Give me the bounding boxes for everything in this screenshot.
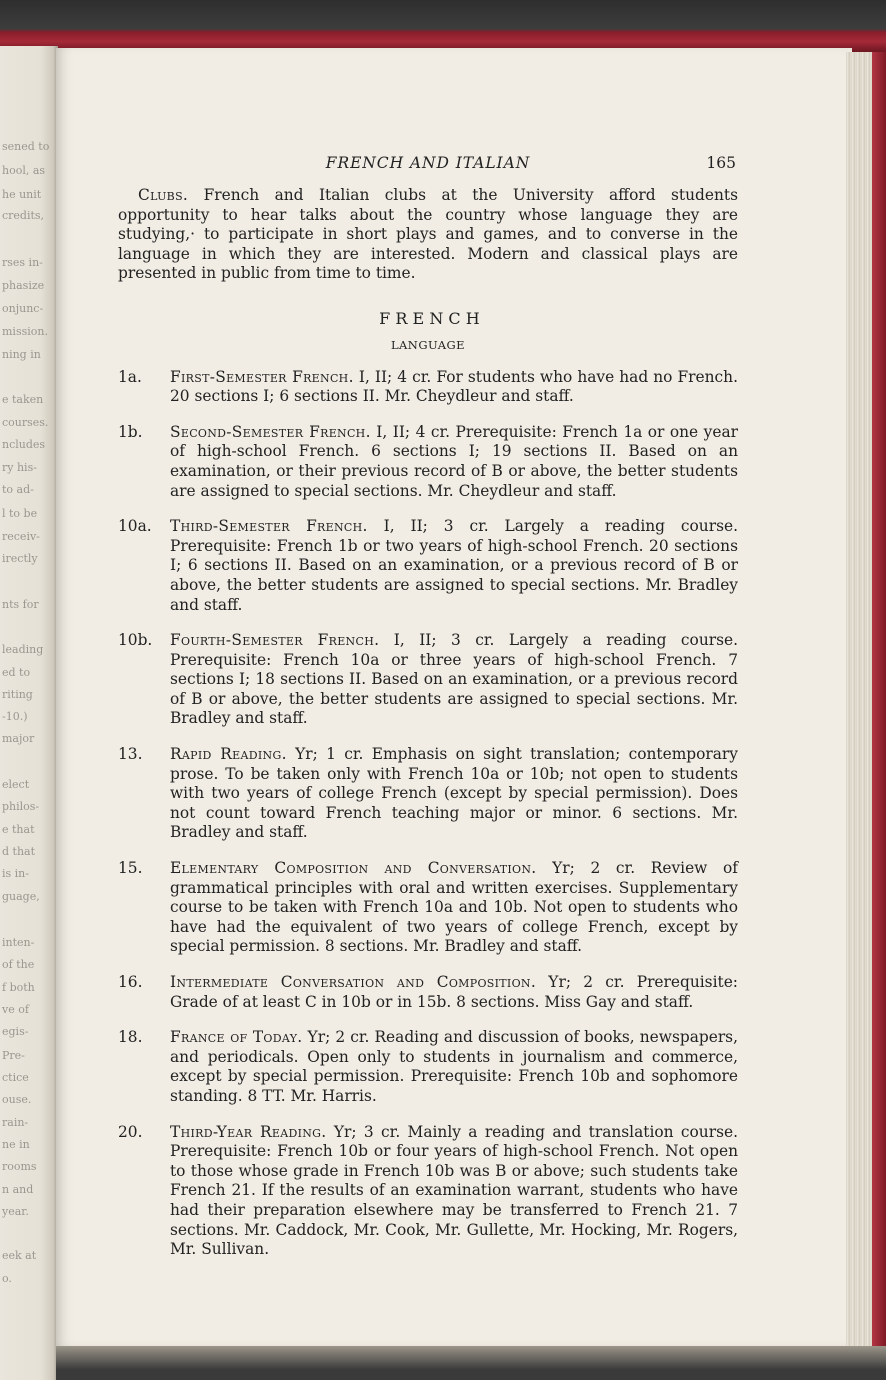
course-description (170, 973, 738, 1012)
running-title: FRENCH AND ITALIAN (325, 154, 531, 172)
course-number: 18. (118, 1028, 143, 1047)
facing-page-text-fragment: is in- (2, 867, 29, 880)
facing-page-text-fragment: ning in (2, 348, 41, 361)
course-description (170, 423, 738, 501)
course-title: Elementary Composition and Conversation. (170, 859, 537, 878)
course-number: 16. (118, 973, 143, 991)
course-details: I, II; 4 cr. Prerequisite: French 1a or one year of high-school French. 6 sections I; 19 sections II. Based on an examination, or their previous record of B or above, the better students are assigned to special sections. Mr. Cheydleur and staff. (170, 422, 738, 500)
course-number: 15. (118, 859, 143, 878)
course-number: 1b. (118, 422, 143, 441)
course-description (170, 859, 738, 957)
course-details: Yr; 2 cr. Prerequisite: Grade of at least C in 10b or in 15b. 8 sections. Miss Gay and staff. (170, 973, 738, 1011)
facing-page-text-fragment: ed to (2, 666, 31, 679)
facing-page-text-fragment: irectly (2, 552, 38, 565)
facing-page-text-fragment: ve of (2, 1003, 29, 1016)
facing-page-text-fragment: he unit (2, 188, 42, 201)
course-entry (118, 1028, 738, 1106)
facing-page-text-fragment: rses in- (2, 256, 43, 269)
course-description (170, 517, 738, 615)
course-list (118, 368, 738, 1260)
course-entry (118, 423, 738, 501)
facing-page-text-fragment: credits, (2, 209, 45, 222)
course-entry (118, 859, 738, 957)
course-details: I, II; 3 cr. Largely a reading course. Prerequisite: French 1b or two years of high-school French. 20 sections I; 6 sections II. Based on an examination, or a previous record of B or above, the better students are assigned to special sections. Mr. Bradley and staff. (170, 517, 738, 614)
course-title: Fourth-Semester French. (170, 631, 380, 650)
intro-lead: Clubs. (138, 186, 189, 204)
course-number: 10b. (118, 631, 153, 650)
facing-page-text-fragment: phasize (2, 279, 45, 292)
page-shadow (56, 1346, 886, 1380)
facing-page-text-fragment: ncludes (2, 438, 46, 451)
facing-page-text-fragment: d that (2, 845, 36, 858)
running-head (118, 154, 738, 178)
course-details: Yr; 1 cr. Emphasis on sight translation; contemporary prose. To be taken only with French 10a or 10b; not open to students with two years of college French (except by special permission). Does not count toward French teaching major or minor. 6 sections. Mr. Bradley and staff. (170, 745, 738, 842)
facing-page-text-fragment: leading (2, 643, 44, 656)
facing-page-text-fragment: mission. (2, 325, 48, 338)
course-description (170, 745, 738, 843)
facing-page-text-fragment: year. (2, 1205, 29, 1218)
facing-page-text-fragment: courses. (2, 416, 49, 429)
facing-page-text-fragment: riting (2, 688, 33, 701)
facing-page-text-fragment: ouse. (2, 1093, 32, 1106)
facing-page-text-fragment: Pre- (2, 1049, 25, 1062)
facing-page-text-fragment: e that (2, 823, 35, 836)
facing-page-text-fragment: egis- (2, 1025, 29, 1038)
facing-page-text-fragment: hool, as (2, 164, 46, 177)
facing-page-text-fragment: receiv- (2, 530, 40, 543)
facing-page-text-fragment: rooms (2, 1160, 37, 1173)
course-entry (118, 745, 738, 843)
course-title: France of Today. (170, 1028, 303, 1047)
facing-page-edge (0, 46, 58, 1380)
facing-page-text-fragment: ry his- (2, 461, 37, 474)
course-entry (118, 517, 738, 615)
facing-page-text-fragment: sened to (2, 140, 50, 153)
facing-page-text-fragment: e taken (2, 393, 44, 406)
facing-page-text-fragment: nts for (2, 598, 39, 611)
facing-page-text-fragment: -10.) (2, 710, 28, 723)
course-description (170, 368, 738, 407)
course-description (170, 631, 738, 729)
course-entry (118, 631, 738, 729)
intro-text: French and Italian clubs at the University afford students opportunity to hear talks about the country whose language they are studying,· to participate in short plays and games, and to converse in the language in which they are interested. Modern and classical plays are presented in public from time to time. (118, 186, 738, 283)
facing-page-text-fragment: n and (2, 1183, 34, 1196)
course-number: 20. (118, 1122, 143, 1141)
intro-paragraph (118, 186, 738, 284)
course-title: Rapid Reading. (170, 745, 287, 764)
facing-page-text-fragment: l to be (2, 507, 38, 520)
facing-page-text-fragment: rain- (2, 1116, 29, 1129)
course-details: I, II; 3 cr. Largely a reading course. Prerequisite: French 10a or three years of high-school French. 7 sections I; 18 sections II. Based on an examination, or a previous record of B or above, the better students are assigned to special sections. Mr. Bradley and staff. (170, 631, 738, 728)
course-number: 1a. (118, 367, 142, 386)
page-number: 165 (706, 154, 736, 172)
facing-page-text-fragment: o. (2, 1272, 12, 1285)
course-number: 13. (118, 745, 143, 764)
page-content (118, 154, 738, 1276)
facing-page-text-fragment: philos- (2, 800, 40, 813)
facing-page-text-fragment: ctice (2, 1071, 29, 1084)
course-entry (118, 1123, 738, 1260)
course-title: First-Semester French. (170, 367, 354, 386)
facing-page-text-fragment: inten- (2, 936, 35, 949)
section-heading: FRENCH (379, 308, 485, 328)
red-page-edge (872, 52, 886, 1380)
facing-page-text-fragment: guage, (2, 890, 40, 903)
course-title: Second-Semester French. (170, 422, 371, 441)
book-binding-top (0, 0, 886, 52)
course-details: Yr; 2 cr. Review of grammatical principles with oral and written exercises. Supplementary course to be taken with French 10a and 10b. Not open to students who have had the equivalent of two years of college French, except by special permission. 8 sections. Mr. Bradley and staff. (170, 859, 738, 956)
course-title: Third-Year Reading. (170, 1122, 327, 1141)
course-title: Third-Semester French. (170, 517, 368, 536)
course-entry (118, 368, 738, 407)
facing-page-text-fragment: f both (2, 981, 35, 994)
course-number: 10a. (118, 517, 152, 536)
course-details: I, II; 4 cr. For students who have had no French. 20 sections I; 6 sections II. Mr. Cheydleur and staff. (170, 367, 738, 406)
course-description (170, 1028, 738, 1106)
course-title: Intermediate Conversation and Composition. (170, 973, 537, 991)
facing-page-text-fragment: elect (2, 778, 30, 791)
facing-page-text-fragment: to ad- (2, 483, 34, 496)
facing-page-text-fragment: eek at (2, 1249, 37, 1262)
course-entry (118, 973, 738, 1012)
facing-page-text-fragment: onjunc- (2, 302, 44, 315)
subsection-heading: LANGUAGE (390, 337, 466, 352)
facing-page-text-fragment: of the (2, 958, 35, 971)
facing-page-text-fragment: major (2, 732, 35, 745)
course-details: Yr; 2 cr. Reading and discussion of books, newspapers, and periodicals. Open only to students in journalism and commerce, except by special permission. Prerequisite: French 10b and sophomore standing. 8 TT. Mr. Harris. (170, 1028, 738, 1105)
course-description (170, 1123, 738, 1260)
course-details: Yr; 3 cr. Mainly a reading and translation course. Prerequisite: French 10b or four years of high-school French. Not open to those whose grade in French 10b was B or above; such students take French 21. If the results of an examination warrant, students who have had their preparation elsewhere may be transferred to French 21. 7 sections. Mr. Caddock, Mr. Cook, Mr. Gullette, Mr. Hocking, Mr. Rogers, Mr. Sullivan. (170, 1122, 738, 1259)
facing-page-text-fragment: ne in (2, 1138, 30, 1151)
